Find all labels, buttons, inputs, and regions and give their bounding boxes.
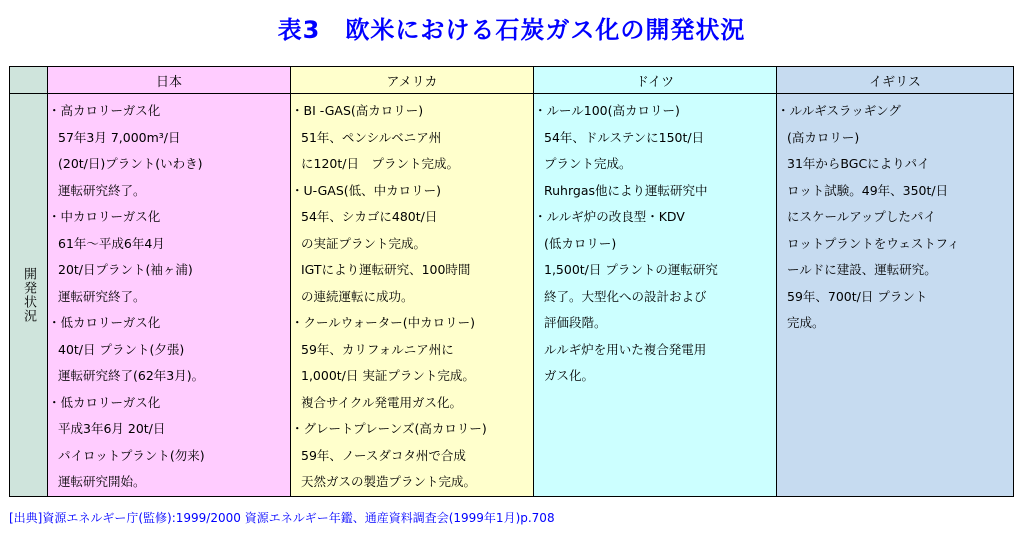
text-line: Ruhrgas他により運転研究中 [544,182,708,198]
corner-cell [10,67,48,94]
text-line: ・低カロリーガス化 [48,315,161,330]
text-line: ・クールウォーター(中カロリー) [291,315,476,330]
text-line: 1,000t/日 実証プラント完成。 [301,368,475,383]
text-line: の連続運転に成功。 [301,288,414,304]
text-line: 31年からBGCによりパイ [787,156,930,171]
text-line: 51年、ペンシルベニア州 [301,129,442,145]
text-line: 平成3年6月 20t/日 [58,421,166,436]
text-line: 運転研究終了。 [58,288,146,304]
text-line: (低カロリー) [544,235,617,251]
text-line: ・ルルギスラッギング [777,103,901,118]
status-row [10,94,1014,497]
text-line: ・ルール100(高カロリー) [534,103,680,118]
text-line: ールドに建設、運転研究。 [787,262,937,277]
development-status-table [9,66,1014,497]
column-header-uk: イギリス [777,67,1014,94]
column-header-usa: アメリカ [291,67,534,94]
text-line: 57年3月 7,000m³/日 [58,129,181,145]
uk-lines [777,94,1013,337]
text-line: 運転研究開始。 [58,474,146,489]
text-line: 終了。大型化への設計および [544,288,707,304]
text-line: 天然ガスの製造プラント完成。 [301,474,477,489]
text-line: 評価段階。 [544,315,607,330]
japan-lines [48,94,290,496]
text-line: に120t/日 プラント完成。 [301,156,459,171]
text-line: パイロットプラント(勿来) [58,447,205,463]
header-row [10,67,1014,94]
text-line: ロットプラントをウェストフィ [787,235,960,251]
text-line: 54年、シカゴに480t/日 [301,209,438,224]
usa-lines [291,94,533,496]
text-line: (20t/日)プラント(いわき) [58,156,203,171]
text-line: 59年、ノースダコタ州で合成 [301,447,466,463]
cell-japan [48,94,291,497]
text-line: ・高カロリーガス化 [48,103,161,118]
text-line: にスケールアップしたパイ [787,209,936,224]
text-line: (高カロリー) [787,129,860,145]
source-citation: [出典]資源エネルギー庁(監修):1999/2000 資源エネルギー年鑑、通産資料調査会(1999年1月)p.708 [9,511,555,525]
text-line: 54年、ドルステンに150t/日 [544,129,705,145]
text-line: ・低カロリーガス化 [48,394,161,410]
cell-uk [777,94,1014,497]
text-line: 20t/日プラント(袖ヶ浦) [58,262,193,277]
text-line: ロット試験。49年、350t/日 [787,182,949,198]
text-line: 40t/日 プラント(夕張) [58,341,185,357]
text-line: 61年～平成6年4月 [58,235,165,251]
text-line: ・U-GAS(低、中カロリー) [291,182,442,198]
text-line: 59年、700t/日 プラント [787,288,928,304]
text-line: ・中カロリーガス化 [48,209,161,224]
column-header-japan: 日本 [48,67,291,94]
text-line: ガス化。 [544,368,595,383]
row-header-label: 開発状況 [21,266,36,323]
germany-lines [534,94,776,390]
text-line: ルルギ炉を用いた複合発電用 [544,341,707,357]
text-line: の実証プラント完成。 [301,235,427,251]
text-line: 運転研究終了(62年3月)。 [58,368,205,383]
row-header-cell [10,94,48,497]
text-line: 複合サイクル発電用ガス化。 [301,394,463,410]
page-title: 表3 欧米における石炭ガス化の開発状況 [277,16,746,44]
text-line: 1,500t/日 プラントの運転研究 [544,262,718,277]
text-line: ・BI -GAS(高カロリー) [291,103,424,118]
text-line: ・グレートプレーンズ(高カロリー) [291,421,487,436]
text-line: プラント完成。 [544,156,632,171]
text-line: 59年、カリフォルニア州に [301,341,454,357]
column-header-germany: ドイツ [534,67,777,94]
cell-usa [291,94,534,497]
text-line: ・ルルギ炉の改良型・KDV [534,209,685,224]
text-line: IGTにより運転研究、100時間 [301,262,471,277]
text-line: 完成。 [787,315,825,330]
cell-germany [534,94,777,497]
text-line: 運転研究終了。 [58,182,146,198]
